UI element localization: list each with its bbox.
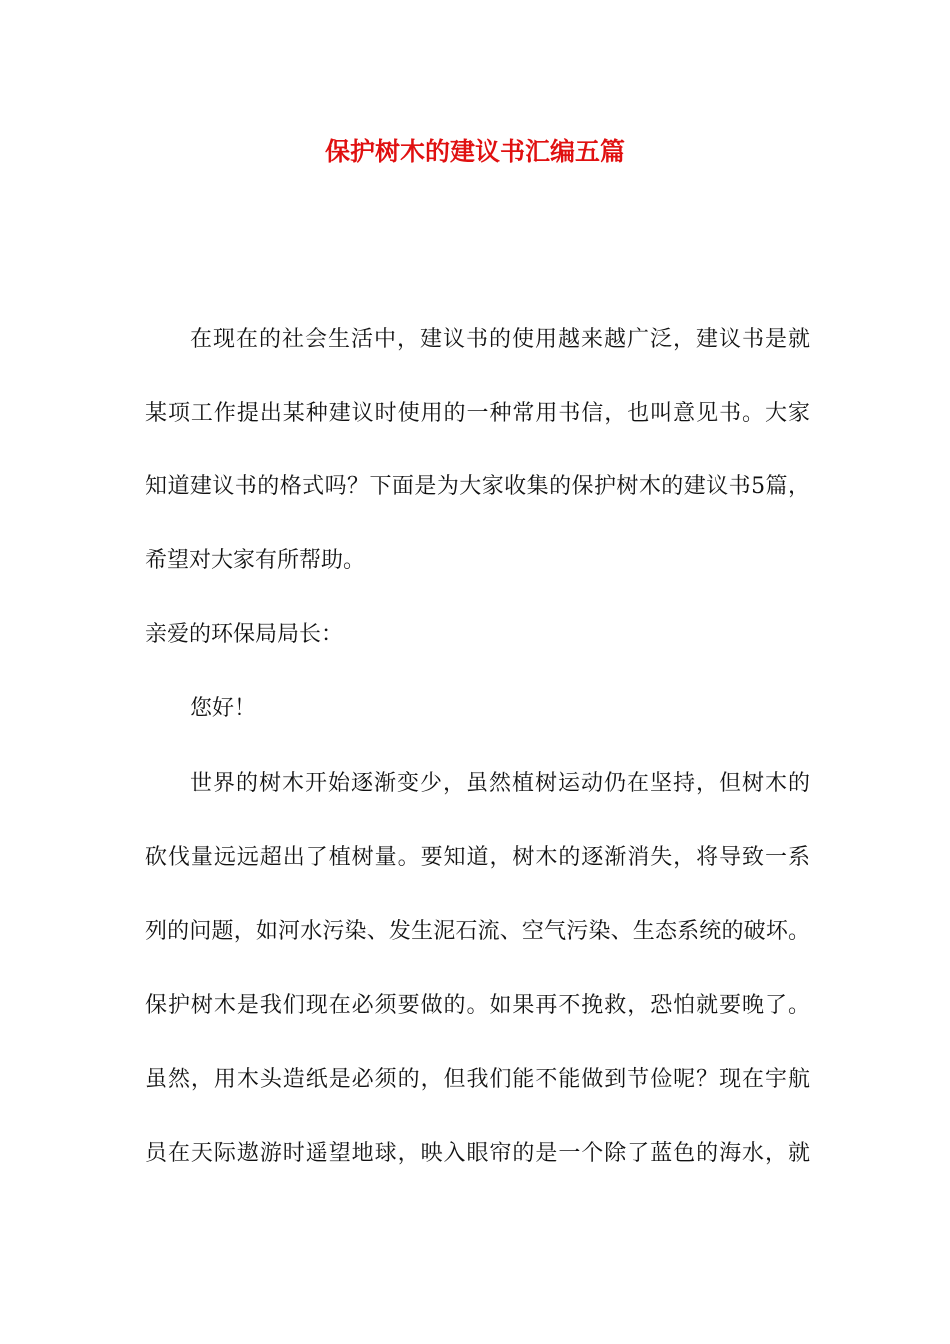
salutation-line: 亲爱的环保局局长： [145,622,344,647]
paragraph-line: 砍伐量远远超出了植树量。要知道，树木的逐渐消失，将导致一系 [145,845,810,870]
paragraph-line: 在现在的社会生活中，建议书的使用越来越广泛，建议书是就 [190,327,810,352]
paragraph-line: 知道建议书的格式吗？下面是为大家收集的保护树木的建议书5篇， [145,474,810,499]
paragraph-line: 员在天际遨游时遥望地球，映入眼帘的是一个除了蓝色的海水，就 [145,1141,810,1166]
paragraph-line: 希望对大家有所帮助。 [145,548,366,573]
paragraph-line: 世界的树木开始逐渐变少，虽然植树运动仍在坚持，但树木的 [190,771,810,796]
paragraph-line: 某项工作提出某种建议时使用的一种常用书信，也叫意见书。大家 [145,401,810,426]
paragraph-line: 保护树木是我们现在必须要做的。如果再不挽救，恐怕就要晚了。 [145,993,810,1018]
document-title: 保护树木的建议书汇编五篇 [324,137,625,166]
greeting-line: 您好！ [190,696,257,721]
paragraph-line: 虽然，用木头造纸是必须的，但我们能不能做到节俭呢？现在宇航 [145,1067,810,1092]
paragraph-line: 列的问题，如河水污染、发生泥石流、空气污染、生态系统的破坏。 [145,919,810,944]
